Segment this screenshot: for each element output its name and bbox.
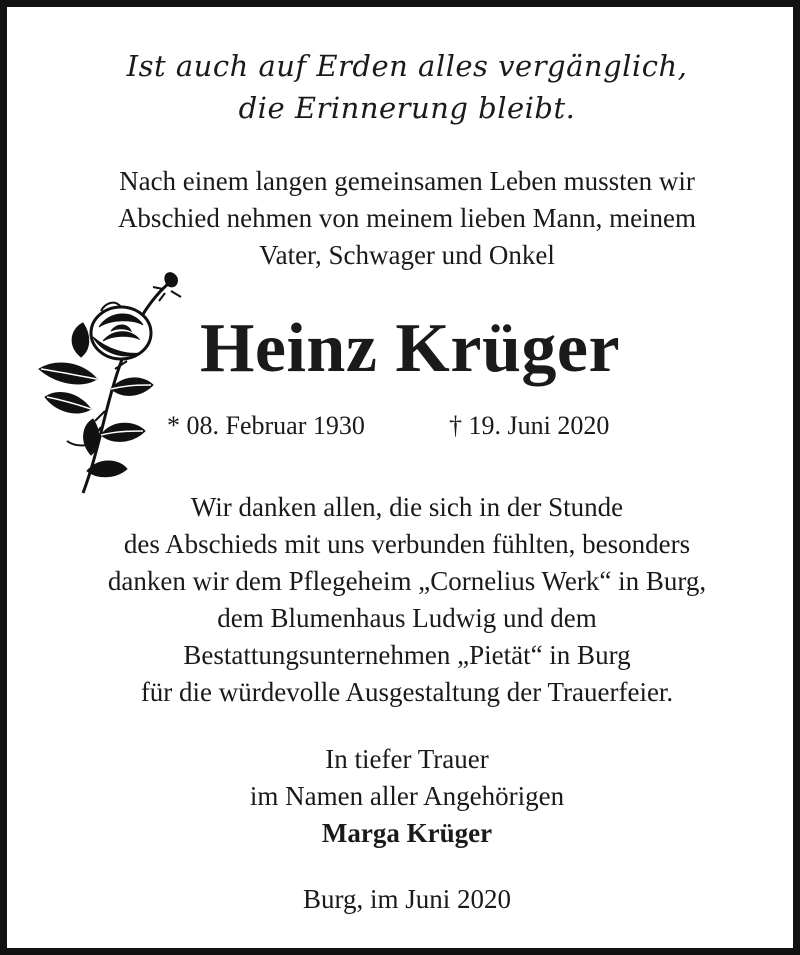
thanks-line: für die würdevolle Ausgestaltung der Trauerfeier. [140, 677, 674, 707]
signature-line: In tiefer Trauer [325, 744, 489, 774]
birth-date: * 08. Februar 1930 [167, 411, 365, 440]
thanks-text [7, 489, 800, 711]
intro-line: Abschied nehmen von meinem lieben Mann, meinem [117, 203, 697, 233]
death-date: † 19. Juni 2020 [449, 411, 610, 440]
intro-line: Vater, Schwager und Onkel [259, 240, 555, 270]
motto-line: die Erinnerung bleibt. [238, 91, 576, 125]
thanks-line: des Abschieds mit uns verbunden fühlten, besonders [123, 529, 691, 559]
thanks-line: danken wir dem Pflegeheim „Cornelius Werk“ in Burg, [107, 566, 707, 596]
thanks-line: dem Blumenhaus Ludwig und dem [217, 603, 597, 633]
motto-line: Ist auch auf Erden alles vergänglich, [126, 49, 688, 83]
place-date: Burg, im Juni 2020 [302, 884, 512, 914]
deceased-name: Heinz Krüger [199, 310, 621, 387]
intro-line: Nach einem langen gemeinsamen Leben mussten wir [119, 166, 695, 196]
thanks-line: Bestattungsunternehmen „Pietät“ in Burg [183, 640, 631, 670]
signature-line: im Namen aller Angehörigen [249, 781, 565, 811]
motto [7, 45, 800, 129]
signature-block [7, 741, 800, 852]
rose-icon [35, 271, 185, 501]
intro-text [7, 163, 800, 274]
signer-name: Marga Krüger [321, 818, 493, 848]
thanks-line: Wir danken allen, die sich in der Stunde [190, 492, 624, 522]
